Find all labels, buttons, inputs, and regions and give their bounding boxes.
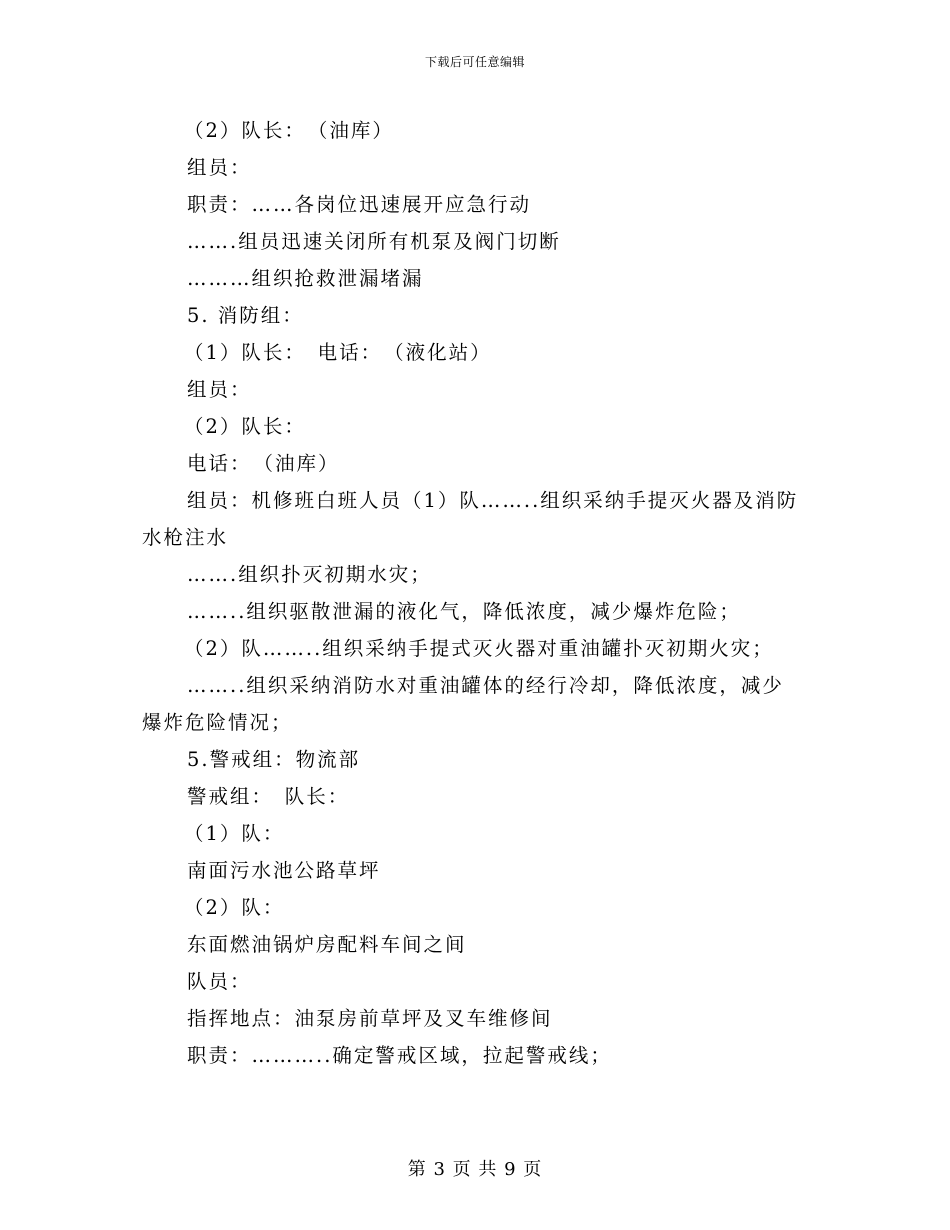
page-header: 下载后可任意编辑: [424, 55, 525, 69]
text-line: 职责：……各岗位迅速展开应急行动: [187, 193, 532, 216]
text-line: 组员：机修班白班人员（1）队……..组织采纳手提灭火器及消防: [187, 489, 799, 512]
text-line: （2）队……..组织采纳手提式灭火器对重油罐扑灭初期火灾；: [184, 637, 774, 660]
text-line: 组员：: [187, 378, 252, 401]
text-line: （1）队长： 电话： （液化站）: [184, 341, 492, 364]
text-line: （2）队长：: [184, 415, 306, 438]
text-line: 5.警戒组：物流部: [187, 748, 361, 771]
text-line: ………组织抢救泄漏堵漏: [187, 267, 424, 290]
text-line: ……..组织采纳消防水对重油罐体的经行冷却，降低浓度，减少: [187, 674, 784, 697]
text-line: （2）队：: [184, 896, 285, 919]
text-line: 职责：………..确定警戒区域，拉起警戒线；: [187, 1044, 612, 1067]
text-line: 组员：: [187, 156, 252, 179]
text-line: 东面燃油锅炉房配料车间之间: [187, 933, 467, 956]
text-line: 水枪注水: [142, 526, 229, 549]
text-line: 爆炸危险情况；: [142, 711, 293, 734]
text-line: （2）队长： （油库）: [184, 119, 394, 142]
text-line: 电话： （油库）: [187, 452, 340, 475]
text-line: 5. 消防组：: [187, 304, 304, 327]
text-line: 南面污水池公路草坪: [187, 859, 381, 882]
text-line: 指挥地点：油泵房前草坪及叉车维修间: [187, 1007, 553, 1030]
text-line: …….组员迅速关闭所有机泵及阀门切断: [187, 230, 561, 253]
text-line: ……..组织驱散泄漏的液化气，降低浓度，减少爆炸危险；: [187, 600, 741, 623]
text-line: 队员：: [187, 970, 252, 993]
page-footer: 第 3 页 共 9 页: [407, 1159, 543, 1180]
text-line: 警戒组： 队长：: [187, 785, 350, 808]
text-line: …….组织扑灭初期水灾；: [187, 563, 432, 586]
text-line: （1）队：: [184, 822, 285, 845]
